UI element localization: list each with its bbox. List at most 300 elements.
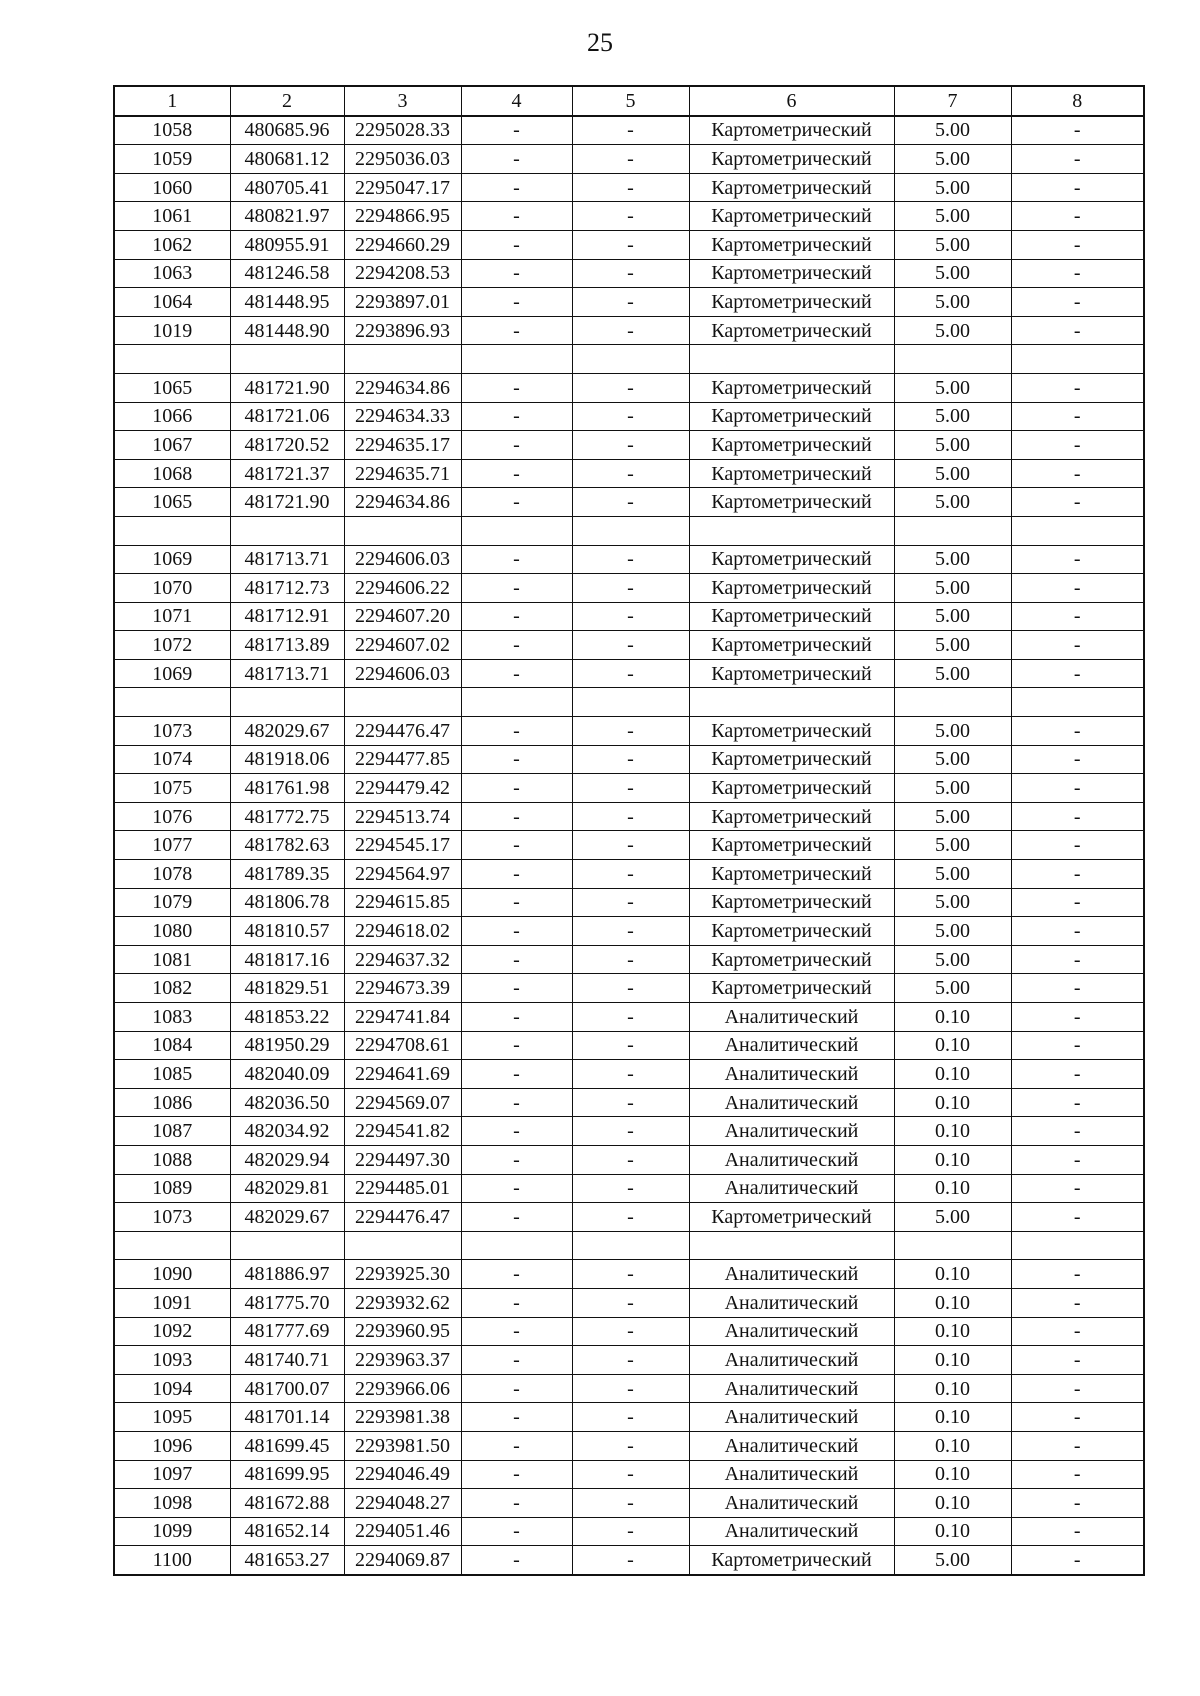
- table-cell: [114, 688, 230, 717]
- table-row: [114, 1546, 1144, 1575]
- table-cell: 481699.95: [230, 1460, 344, 1489]
- table-cell: Аналитический: [689, 1460, 894, 1489]
- table-cell: -: [572, 1088, 689, 1117]
- table-cell: -: [572, 631, 689, 660]
- table-cell: 0.10: [894, 1403, 1011, 1432]
- table-cell: [894, 345, 1011, 374]
- table-row: [114, 945, 1144, 974]
- table-cell: -: [1011, 316, 1144, 345]
- table-cell: 2295028.33: [344, 116, 461, 145]
- table-row: [114, 488, 1144, 517]
- table-cell: [230, 1231, 344, 1260]
- table-cell: -: [461, 116, 572, 145]
- table-cell: Картометрический: [689, 659, 894, 688]
- table-cell: 2293981.38: [344, 1403, 461, 1432]
- table-cell: Картометрический: [689, 717, 894, 746]
- table-cell: -: [1011, 1060, 1144, 1089]
- table-cell: -: [461, 945, 572, 974]
- table-cell: 2294069.87: [344, 1546, 461, 1575]
- table-cell: 2293960.95: [344, 1317, 461, 1346]
- table-row: [114, 1003, 1144, 1032]
- table-cell: 1083: [114, 1003, 230, 1032]
- table-cell: 481246.58: [230, 259, 344, 288]
- table-row: [114, 1174, 1144, 1203]
- table-row: [114, 1060, 1144, 1089]
- table-cell: Картометрический: [689, 1203, 894, 1232]
- table-header-row: [114, 86, 1144, 116]
- table-cell: 1084: [114, 1031, 230, 1060]
- table-cell: -: [1011, 1260, 1144, 1289]
- table-row: [114, 116, 1144, 145]
- table-cell: -: [572, 602, 689, 631]
- table-cell: 481775.70: [230, 1288, 344, 1317]
- table-cell: -: [1011, 1403, 1144, 1432]
- table-cell: [114, 1231, 230, 1260]
- table-cell: -: [461, 1346, 572, 1375]
- table-row: [114, 373, 1144, 402]
- table-cell: 5.00: [894, 888, 1011, 917]
- table-cell: 1060: [114, 173, 230, 202]
- table-cell: 1081: [114, 945, 230, 974]
- table-row: [114, 1346, 1144, 1375]
- coordinates-table: [113, 85, 1145, 1576]
- table-cell: -: [572, 1489, 689, 1518]
- table-cell: -: [1011, 774, 1144, 803]
- table-cell: 481712.73: [230, 574, 344, 603]
- table-cell: -: [1011, 745, 1144, 774]
- table-row: [114, 1203, 1144, 1232]
- separator-row: [114, 516, 1144, 545]
- table-cell: [572, 345, 689, 374]
- table-cell: -: [461, 173, 572, 202]
- table-cell: -: [1011, 1460, 1144, 1489]
- table-cell: -: [461, 1088, 572, 1117]
- table-cell: 1068: [114, 459, 230, 488]
- table-cell: Картометрический: [689, 745, 894, 774]
- table-cell: -: [1011, 888, 1144, 917]
- table-cell: -: [461, 1203, 572, 1232]
- table-cell: -: [572, 745, 689, 774]
- table-cell: -: [1011, 173, 1144, 202]
- table-row: [114, 745, 1144, 774]
- table-cell: 481886.97: [230, 1260, 344, 1289]
- table-cell: 1067: [114, 431, 230, 460]
- table-cell: -: [1011, 202, 1144, 231]
- table-cell: -: [1011, 230, 1144, 259]
- table-cell: 2294513.74: [344, 802, 461, 831]
- column-header: 5: [572, 86, 689, 116]
- table-cell: -: [1011, 116, 1144, 145]
- table-cell: -: [1011, 1546, 1144, 1575]
- table-cell: [461, 688, 572, 717]
- table-cell: -: [461, 1288, 572, 1317]
- table-cell: 5.00: [894, 745, 1011, 774]
- table-cell: 5.00: [894, 459, 1011, 488]
- table-cell: 1098: [114, 1489, 230, 1518]
- table-cell: 481701.14: [230, 1403, 344, 1432]
- table-cell: -: [461, 631, 572, 660]
- table-cell: 2294660.29: [344, 230, 461, 259]
- table-cell: 2294569.07: [344, 1088, 461, 1117]
- table-cell: 1076: [114, 802, 230, 831]
- table-cell: 1066: [114, 402, 230, 431]
- table-cell: -: [1011, 1489, 1144, 1518]
- table-cell: [1011, 516, 1144, 545]
- table-cell: Картометрический: [689, 230, 894, 259]
- column-header: 4: [461, 86, 572, 116]
- table-cell: -: [1011, 717, 1144, 746]
- table-cell: Картометрический: [689, 631, 894, 660]
- table-cell: -: [572, 259, 689, 288]
- table-cell: 5.00: [894, 431, 1011, 460]
- table-cell: -: [1011, 1317, 1144, 1346]
- table-cell: 2295036.03: [344, 145, 461, 174]
- table-cell: -: [1011, 1088, 1144, 1117]
- table-cell: 2294641.69: [344, 1060, 461, 1089]
- table-cell: -: [1011, 1145, 1144, 1174]
- table-row: [114, 631, 1144, 660]
- table-cell: 0.10: [894, 1145, 1011, 1174]
- table-cell: 2294615.85: [344, 888, 461, 917]
- table-cell: 1065: [114, 488, 230, 517]
- column-header: 2: [230, 86, 344, 116]
- table-cell: 480821.97: [230, 202, 344, 231]
- table-cell: Картометрический: [689, 259, 894, 288]
- table-cell: 2294607.20: [344, 602, 461, 631]
- table-cell: -: [461, 974, 572, 1003]
- table-cell: -: [1011, 1288, 1144, 1317]
- table-cell: 1075: [114, 774, 230, 803]
- table-cell: 481721.90: [230, 373, 344, 402]
- table-cell: -: [461, 230, 572, 259]
- table-cell: 2294637.32: [344, 945, 461, 974]
- table-cell: -: [461, 1003, 572, 1032]
- table-cell: 2294476.47: [344, 717, 461, 746]
- table-cell: 2293981.50: [344, 1431, 461, 1460]
- table-cell: 0.10: [894, 1003, 1011, 1032]
- table-row: [114, 1031, 1144, 1060]
- table-cell: -: [461, 1403, 572, 1432]
- table-cell: -: [1011, 945, 1144, 974]
- table-cell: 5.00: [894, 1203, 1011, 1232]
- table-cell: Картометрический: [689, 545, 894, 574]
- table-cell: -: [461, 288, 572, 317]
- table-cell: 5.00: [894, 1546, 1011, 1575]
- table-row: [114, 1117, 1144, 1146]
- table-cell: 481720.52: [230, 431, 344, 460]
- table-cell: -: [572, 1346, 689, 1375]
- table-cell: [572, 1231, 689, 1260]
- table-cell: [1011, 345, 1144, 374]
- table-cell: Аналитический: [689, 1489, 894, 1518]
- table-cell: 482036.50: [230, 1088, 344, 1117]
- table-cell: Картометрический: [689, 774, 894, 803]
- table-cell: 5.00: [894, 145, 1011, 174]
- table-cell: 481782.63: [230, 831, 344, 860]
- table-cell: 0.10: [894, 1346, 1011, 1375]
- table-cell: -: [572, 173, 689, 202]
- table-cell: 5.00: [894, 631, 1011, 660]
- table-cell: 1070: [114, 574, 230, 603]
- table-cell: 2294048.27: [344, 1489, 461, 1518]
- table-row: [114, 802, 1144, 831]
- table-cell: [114, 345, 230, 374]
- table-cell: Аналитический: [689, 1317, 894, 1346]
- table-cell: -: [461, 717, 572, 746]
- table-row: [114, 1489, 1144, 1518]
- table-cell: 1095: [114, 1403, 230, 1432]
- table-cell: [344, 1231, 461, 1260]
- table-cell: 482029.81: [230, 1174, 344, 1203]
- table-cell: 2294046.49: [344, 1460, 461, 1489]
- table-row: [114, 659, 1144, 688]
- table-cell: 2294673.39: [344, 974, 461, 1003]
- table-cell: 481448.90: [230, 316, 344, 345]
- table-cell: -: [461, 1174, 572, 1203]
- table-row: [114, 1374, 1144, 1403]
- table-cell: [344, 688, 461, 717]
- table-cell: Картометрический: [689, 402, 894, 431]
- table-row: [114, 974, 1144, 1003]
- table-cell: -: [572, 431, 689, 460]
- table-row: [114, 1317, 1144, 1346]
- table-cell: [689, 516, 894, 545]
- table-cell: Картометрический: [689, 574, 894, 603]
- column-header: 1: [114, 86, 230, 116]
- table-row: [114, 259, 1144, 288]
- table-row: [114, 459, 1144, 488]
- table-cell: -: [572, 717, 689, 746]
- table-cell: 1065: [114, 373, 230, 402]
- table-cell: 1093: [114, 1346, 230, 1375]
- table-cell: -: [1011, 1203, 1144, 1232]
- table-cell: -: [572, 145, 689, 174]
- table-row: [114, 1288, 1144, 1317]
- table-row: [114, 402, 1144, 431]
- table-cell: 1073: [114, 1203, 230, 1232]
- table-cell: Картометрический: [689, 831, 894, 860]
- table-cell: 5.00: [894, 116, 1011, 145]
- table-cell: 2294634.33: [344, 402, 461, 431]
- table-cell: -: [572, 1203, 689, 1232]
- table-cell: -: [572, 1288, 689, 1317]
- table-cell: [1011, 1231, 1144, 1260]
- table-cell: -: [1011, 802, 1144, 831]
- table-cell: [894, 688, 1011, 717]
- table-cell: -: [572, 774, 689, 803]
- table-cell: 5.00: [894, 974, 1011, 1003]
- table-cell: 481721.06: [230, 402, 344, 431]
- table-cell: 481652.14: [230, 1517, 344, 1546]
- table-cell: 481721.90: [230, 488, 344, 517]
- table-cell: 2294208.53: [344, 259, 461, 288]
- table-cell: 481713.89: [230, 631, 344, 660]
- table-cell: -: [1011, 1346, 1144, 1375]
- table-cell: Картометрический: [689, 288, 894, 317]
- table-cell: 0.10: [894, 1374, 1011, 1403]
- table-cell: 5.00: [894, 602, 1011, 631]
- table-cell: 5.00: [894, 917, 1011, 946]
- table-cell: Аналитический: [689, 1260, 894, 1289]
- table-cell: 480681.12: [230, 145, 344, 174]
- table-cell: -: [572, 1060, 689, 1089]
- table-cell: -: [1011, 1517, 1144, 1546]
- table-cell: -: [1011, 974, 1144, 1003]
- table-cell: 1087: [114, 1117, 230, 1146]
- table-cell: [344, 516, 461, 545]
- table-cell: 2293963.37: [344, 1346, 461, 1375]
- table-cell: [689, 1231, 894, 1260]
- table-cell: 1088: [114, 1145, 230, 1174]
- table-cell: 481712.91: [230, 602, 344, 631]
- table-cell: -: [572, 316, 689, 345]
- table-cell: [230, 516, 344, 545]
- table-row: [114, 230, 1144, 259]
- table-row: [114, 1260, 1144, 1289]
- table-cell: -: [572, 1403, 689, 1432]
- table-cell: 481829.51: [230, 974, 344, 1003]
- table-cell: -: [461, 831, 572, 860]
- table-cell: Аналитический: [689, 1431, 894, 1460]
- table-row: [114, 1517, 1144, 1546]
- table-cell: [461, 1231, 572, 1260]
- table-cell: 0.10: [894, 1317, 1011, 1346]
- table-row: [114, 860, 1144, 889]
- table-cell: 1082: [114, 974, 230, 1003]
- table-cell: [230, 345, 344, 374]
- table-row: [114, 202, 1144, 231]
- table-cell: Картометрический: [689, 316, 894, 345]
- table-cell: -: [572, 545, 689, 574]
- table-cell: 1086: [114, 1088, 230, 1117]
- table-row: [114, 545, 1144, 574]
- table-cell: 482029.67: [230, 1203, 344, 1232]
- table-cell: -: [572, 945, 689, 974]
- table-cell: 2293925.30: [344, 1260, 461, 1289]
- table-cell: 2294606.03: [344, 659, 461, 688]
- table-cell: 2294635.17: [344, 431, 461, 460]
- table-cell: 2294564.97: [344, 860, 461, 889]
- table-cell: 5.00: [894, 230, 1011, 259]
- table-row: [114, 831, 1144, 860]
- table-cell: Аналитический: [689, 1517, 894, 1546]
- table-row: [114, 431, 1144, 460]
- table-cell: -: [572, 1117, 689, 1146]
- table-cell: 2293966.06: [344, 1374, 461, 1403]
- table-cell: 481918.06: [230, 745, 344, 774]
- table-cell: Картометрический: [689, 602, 894, 631]
- table-cell: Картометрический: [689, 488, 894, 517]
- table-cell: -: [461, 1060, 572, 1089]
- table-cell: 480955.91: [230, 230, 344, 259]
- table-cell: -: [461, 1374, 572, 1403]
- table-cell: 1069: [114, 659, 230, 688]
- table-cell: 1073: [114, 717, 230, 746]
- table-cell: -: [1011, 288, 1144, 317]
- table-cell: [1011, 688, 1144, 717]
- table-cell: 2294606.22: [344, 574, 461, 603]
- page-number: 25: [587, 28, 613, 57]
- table-cell: [894, 1231, 1011, 1260]
- table-cell: -: [572, 373, 689, 402]
- table-cell: -: [572, 860, 689, 889]
- table-cell: 481448.95: [230, 288, 344, 317]
- table-cell: -: [461, 431, 572, 460]
- table-cell: 1090: [114, 1260, 230, 1289]
- table-cell: 481740.71: [230, 1346, 344, 1375]
- table-cell: 0.10: [894, 1517, 1011, 1546]
- column-header: 7: [894, 86, 1011, 116]
- table-cell: 2293897.01: [344, 288, 461, 317]
- table-cell: [689, 345, 894, 374]
- table-cell: -: [461, 745, 572, 774]
- table-cell: -: [1011, 259, 1144, 288]
- table-cell: -: [461, 1489, 572, 1518]
- table-cell: -: [572, 202, 689, 231]
- table-cell: -: [572, 402, 689, 431]
- table-cell: 481806.78: [230, 888, 344, 917]
- table-cell: -: [461, 316, 572, 345]
- table-cell: [689, 688, 894, 717]
- table-cell: 2293896.93: [344, 316, 461, 345]
- table-cell: 2294477.85: [344, 745, 461, 774]
- table-cell: 1096: [114, 1431, 230, 1460]
- table-cell: Картометрический: [689, 431, 894, 460]
- table-cell: -: [572, 1174, 689, 1203]
- table-row: [114, 316, 1144, 345]
- table-cell: 482029.67: [230, 717, 344, 746]
- table-cell: 2294635.71: [344, 459, 461, 488]
- table-cell: 1074: [114, 745, 230, 774]
- table-cell: Аналитический: [689, 1174, 894, 1203]
- table-cell: 481817.16: [230, 945, 344, 974]
- table-cell: 5.00: [894, 860, 1011, 889]
- table-cell: -: [572, 1145, 689, 1174]
- table-cell: 5.00: [894, 202, 1011, 231]
- table-cell: -: [572, 459, 689, 488]
- table-cell: -: [461, 774, 572, 803]
- table-cell: 5.00: [894, 545, 1011, 574]
- table-cell: 0.10: [894, 1174, 1011, 1203]
- table-cell: 1071: [114, 602, 230, 631]
- table-cell: -: [572, 1431, 689, 1460]
- table-cell: 481721.37: [230, 459, 344, 488]
- table-cell: [461, 345, 572, 374]
- table-cell: Картометрический: [689, 173, 894, 202]
- table-cell: 1059: [114, 145, 230, 174]
- table-cell: 1077: [114, 831, 230, 860]
- table-row: [114, 1403, 1144, 1432]
- table-cell: Картометрический: [689, 917, 894, 946]
- table-cell: 5.00: [894, 288, 1011, 317]
- table-cell: -: [572, 1517, 689, 1546]
- table-body: [114, 116, 1144, 1575]
- table-cell: -: [1011, 545, 1144, 574]
- table-cell: 2294607.02: [344, 631, 461, 660]
- table-cell: 2294634.86: [344, 373, 461, 402]
- table-cell: -: [461, 545, 572, 574]
- table-cell: 0.10: [894, 1460, 1011, 1489]
- table-cell: 5.00: [894, 774, 1011, 803]
- table-cell: 0.10: [894, 1117, 1011, 1146]
- table-cell: -: [461, 488, 572, 517]
- table-cell: -: [572, 230, 689, 259]
- table-cell: -: [572, 831, 689, 860]
- table-cell: -: [1011, 1431, 1144, 1460]
- table-cell: -: [572, 488, 689, 517]
- table-cell: Аналитический: [689, 1117, 894, 1146]
- table-row: [114, 1460, 1144, 1489]
